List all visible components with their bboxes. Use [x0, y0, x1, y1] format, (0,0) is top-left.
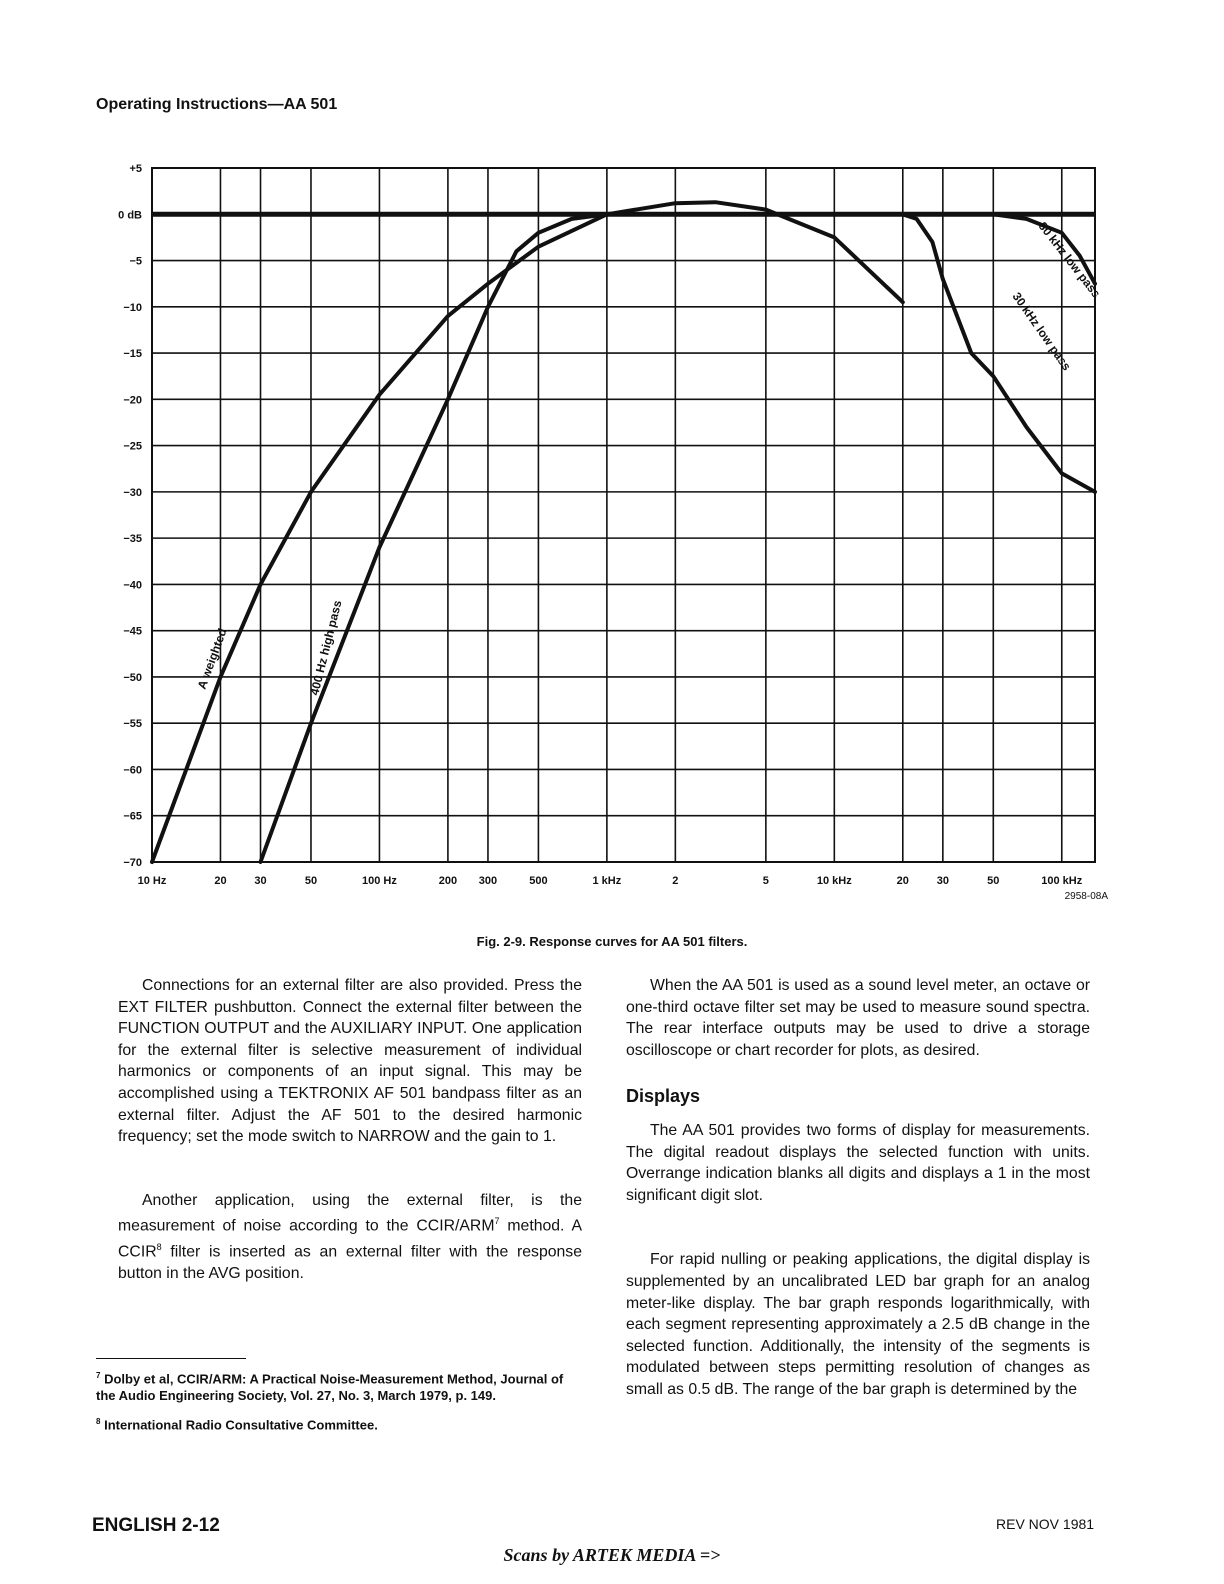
- footnote-7-number: 7: [96, 1371, 101, 1380]
- y-axis-ticks: [118, 163, 142, 869]
- x-tick-label: 30: [254, 875, 267, 887]
- y-tick-label: −40: [123, 579, 142, 592]
- x-tick-label: 200: [438, 875, 458, 887]
- footnote-ref-7: 7: [494, 1216, 500, 1227]
- series-label-400hz-high-pass: 400 Hz high pass: [307, 598, 345, 697]
- page-footer-left: ENGLISH 2-12: [92, 1515, 220, 1536]
- x-tick-label: 10 kHz: [816, 875, 852, 887]
- paragraph-display-forms: The AA 501 provides two forms of display for measurements. The digital readout displays the selected function with units. Overrange indication blanks all digits and displays a 1 in the most significant digit slot.: [626, 1121, 1090, 1204]
- x-tick-label: 100 kHz: [1041, 875, 1083, 887]
- x-tick-label: 100 Hz: [362, 875, 397, 887]
- y-tick-label: −20: [123, 394, 142, 407]
- y-tick-label: −45: [123, 625, 142, 638]
- x-tick-label: 20: [214, 875, 227, 887]
- footnote-7: [96, 1368, 580, 1404]
- chart-curves: [152, 202, 1095, 862]
- x-axis-ticks: [138, 875, 1083, 887]
- y-tick-label: −10: [123, 301, 142, 314]
- scan-credit: Scans by ARTEK MEDIA =>: [503, 1545, 721, 1565]
- y-tick-label: −50: [123, 671, 142, 684]
- paragraph-sound-level: When the AA 501 is used as a sound level meter, an octave or one-third octave filter set may be used to measure sound spectra. The rear interface outputs may be used to drive a storage oscilloscope or chart recorder for plots, as desired.: [626, 977, 1090, 1059]
- x-tick-label: 300: [478, 875, 498, 887]
- x-tick-label: 50: [304, 875, 318, 887]
- y-tick-label: −65: [123, 810, 142, 823]
- figure-id-label: 2958-08A: [1064, 891, 1108, 902]
- y-tick-label: −60: [123, 764, 142, 777]
- figure-caption: Fig. 2-9. Response curves for AA 501 filters.: [476, 934, 748, 949]
- paragraph-bar-graph: For rapid nulling or peaking applications, the digital display is supplemented by an uncalibrated LED bar graph for an analog meter-like display. The bar graph responds logarithmically, with each segment representing approximately a 2.5 dB change in the selected function. Additionally, the intensity of the segments is modulated between steps permitting resolution of changes as small as 0.5 dB. The range of the bar graph is determined by the: [626, 1251, 1090, 1398]
- chart-grid: [152, 168, 1095, 862]
- x-tick-label: 30: [936, 875, 949, 887]
- x-tick-label: 1 kHz: [592, 875, 622, 887]
- series-label-a-weighted: A weighted: [194, 626, 230, 692]
- curve-labels: [195, 219, 1104, 696]
- y-tick-label: −5: [129, 255, 142, 268]
- footnotes: [96, 1368, 580, 1434]
- right-column: [626, 975, 1090, 1401]
- paragraph-ccir-arm-part1: Another application, using the external filter, is the measurement of noise according to the CCIR/ARM: [118, 1191, 582, 1235]
- paragraph-ccir-arm: [118, 1190, 582, 1285]
- footnote-7-text: Dolby et al, CCIR/ARM: A Practical Noise-Measurement Method, Journal of the Audio Engineering Society, Vol. 27, No. 3, March 1979, p. 149.: [96, 1371, 564, 1403]
- y-tick-label: +5: [129, 163, 142, 175]
- x-tick-label: 10 Hz: [137, 875, 167, 887]
- y-tick-label: −30: [123, 486, 142, 499]
- x-tick-label: 50: [987, 875, 1000, 887]
- y-tick-label: −70: [123, 857, 142, 869]
- page-footer-revision: REV NOV 1981: [996, 1516, 1095, 1532]
- x-tick-label: 5: [762, 875, 769, 887]
- page-header: Operating Instructions—AA 501: [96, 96, 338, 113]
- left-column: [118, 975, 582, 1285]
- y-tick-label: −25: [123, 440, 142, 453]
- footnote-ref-8: 8: [156, 1242, 162, 1253]
- x-tick-label: 20: [896, 875, 909, 887]
- series-line-0: [152, 202, 903, 862]
- y-tick-label: −15: [123, 348, 142, 361]
- y-tick-label: −35: [123, 533, 142, 546]
- footnote-8: [96, 1414, 580, 1434]
- y-tick-label: 0 dB: [118, 209, 142, 222]
- y-tick-label: −55: [123, 718, 142, 731]
- paragraph-external-filter: Connections for an external filter are also provided. Press the EXT FILTER pushbutton. Connect the external filter between the FUNCTION OUTPUT and the AUXILIARY INPUT. One application for the external filter is selective measurement of individual harmonics or components of an input signal. This may be accomplished using a TEKTRONIX AF 501 bandpass filter as an external filter. Adjust the AF 501 to the desired harmonic frequency; set the mode switch to NARROW and the gain to 1.: [118, 977, 582, 1146]
- section-heading-displays: Displays: [626, 1086, 701, 1107]
- footnote-divider: [96, 1358, 246, 1359]
- plot-frame: [152, 168, 1095, 862]
- footnote-8-number: 8: [96, 1417, 101, 1427]
- paragraph-ccir-arm-part2: method. A CCIR: [118, 1217, 582, 1261]
- x-tick-label: 500: [529, 875, 548, 887]
- footnote-8-text: International Radio Consultative Committee.: [104, 1417, 378, 1433]
- paragraph-ccir-arm-part3: filter is inserted as an external filter with the response button in the AVG position.: [118, 1243, 582, 1283]
- series-label-30khz-low-pass: 30 kHz low pass: [1009, 289, 1074, 374]
- x-tick-label: 2: [672, 875, 679, 887]
- series-label-80khz-low-pass: 80 kHz low pass: [1035, 219, 1104, 301]
